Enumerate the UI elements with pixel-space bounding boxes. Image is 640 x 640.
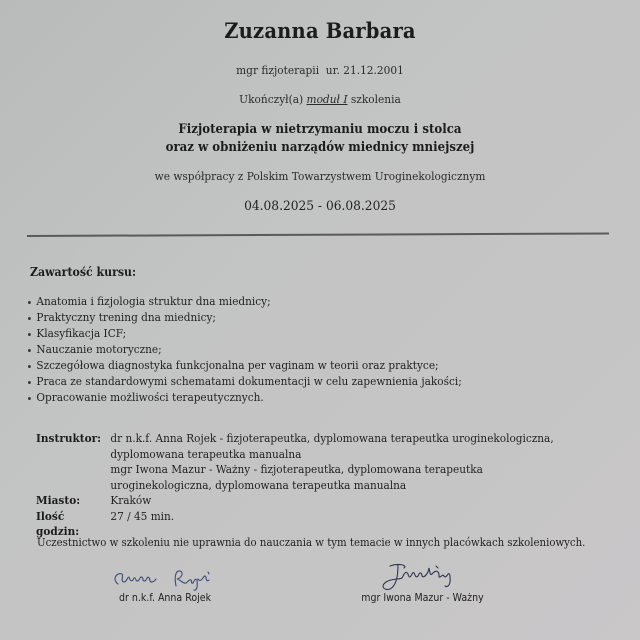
module-label: moduł I bbox=[306, 92, 348, 106]
signature-name-2: mgr Iwona Mazur - Ważny bbox=[361, 592, 484, 604]
cooperation-note: we współpracy z Polskim Towarzystwem Uroginekologicznym bbox=[154, 169, 486, 183]
completed-suffix: szkolenia bbox=[350, 92, 401, 106]
course-details bbox=[36, 431, 554, 540]
signature-scribble-icon bbox=[368, 562, 478, 592]
bullet-icon bbox=[28, 301, 31, 304]
course-title bbox=[26, 121, 615, 157]
signature-block-2 bbox=[345, 562, 500, 604]
hours-row bbox=[36, 509, 554, 540]
signature-scribble-icon bbox=[110, 566, 220, 592]
list-item: Klasyfikacja ICF; bbox=[28, 326, 462, 342]
birth-date-label: ur. bbox=[325, 63, 340, 77]
instructor-1-line-1: dr n.k.f. Anna Rojek - fizjoterapeutka, dyplomowana terapeutka uroginekologiczna, bbox=[110, 432, 554, 445]
recipient-info bbox=[26, 63, 615, 77]
list-item: Anatomia i fizjologia struktur dna miednicy; bbox=[28, 294, 462, 310]
date-range: 04.08.2025 - 06.08.2025 bbox=[244, 199, 396, 214]
list-item: Praktyczny trening dna miednicy; bbox=[28, 310, 462, 326]
bullet-icon bbox=[28, 349, 31, 352]
course-title-line-2: oraz w obniżeniu narządów miednicy mniejszej bbox=[165, 140, 475, 155]
bullet-icon bbox=[28, 317, 31, 320]
list-item: Szczegółowa diagnostyka funkcjonalna per vaginam w teorii oraz praktyce; bbox=[28, 358, 462, 374]
list-item: Nauczanie motoryczne; bbox=[28, 342, 462, 358]
instructor-label: Instruktor: bbox=[36, 431, 102, 445]
list-item: Opracowanie możliwości terapeutycznych. bbox=[28, 390, 462, 406]
instructor-2-line-2: uroginekologiczna, dyplomowana terapeutka manualna bbox=[110, 478, 407, 492]
hours-value: 27 / 45 min. bbox=[110, 509, 175, 523]
hours-label: Ilość godzin: bbox=[36, 508, 80, 538]
signature-block-1 bbox=[105, 566, 225, 604]
birth-date: 21.12.2001 bbox=[343, 63, 404, 77]
instructor-value bbox=[110, 431, 553, 493]
participation-notice: Uczestnictwo w szkoleniu nie uprawnia do nauczania w tym temacie w innych placówkach szkoleniowych. bbox=[37, 536, 586, 549]
signature-name-1: dr n.k.f. Anna Rojek bbox=[118, 592, 212, 604]
bullet-icon bbox=[28, 333, 31, 336]
recipient-title: mgr fizjoterapii bbox=[236, 63, 320, 77]
course-content-list bbox=[28, 294, 462, 406]
city-value: Kraków bbox=[110, 494, 152, 507]
instructor-2-line-1: mgr Iwona Mazur - Ważny - fizjoterapeutka, dyplomowana terapeutka bbox=[110, 463, 483, 476]
divider-line bbox=[27, 232, 609, 236]
recipient-name: Zuzanna Barbara bbox=[224, 18, 416, 43]
city-row bbox=[36, 493, 554, 509]
bullet-icon bbox=[28, 365, 31, 368]
bullet-icon bbox=[28, 397, 31, 400]
city-label: Miasto: bbox=[36, 493, 81, 507]
course-title-line-1: Fizjoterapia w nietrzymaniu moczu i stolca bbox=[178, 122, 462, 137]
instructor-row bbox=[36, 431, 554, 493]
course-content-heading: Zawartość kursu: bbox=[30, 265, 137, 279]
completed-prefix: Ukończył(a) bbox=[239, 92, 304, 106]
list-item: Praca ze standardowymi schematami dokumentacji w celu zapewnienia jakości; bbox=[28, 374, 462, 390]
instructor-1-line-2: dyplomowana terapeutka manualna bbox=[110, 447, 302, 461]
bullet-icon bbox=[28, 381, 31, 384]
completion-statement bbox=[26, 92, 615, 106]
